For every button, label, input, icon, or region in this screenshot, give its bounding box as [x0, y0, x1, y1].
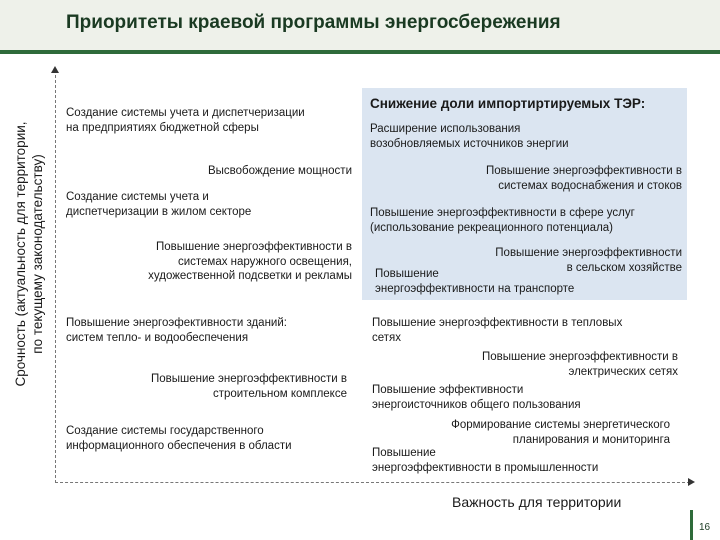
priority-item-line: энергоисточников общего пользования	[372, 398, 581, 411]
y-axis-label-line: Срочность (актуальность для территории,	[13, 121, 28, 387]
priority-item-line: Повышение эффективности	[372, 384, 524, 396]
priority-item-line: Создание системы государственного	[66, 425, 264, 437]
y-axis-label	[12, 94, 46, 414]
y-axis-arrow	[51, 66, 59, 73]
x-axis-label: Важность для территории	[452, 494, 622, 510]
footer-rule	[690, 510, 693, 540]
priority-item	[372, 316, 622, 345]
priority-item	[370, 122, 569, 151]
priority-item-line: Повышение энергоэффективности	[495, 247, 682, 259]
priority-item-line: Создание системы учета и диспетчеризации	[66, 107, 305, 119]
priority-item-line: Расширение использования	[370, 123, 521, 135]
priority-item-line: электрических сетях	[568, 365, 678, 378]
priority-item-line: энергоэффективности на транспорте	[375, 282, 575, 295]
priority-item-line: Повышение энергоэффективности в	[150, 373, 347, 385]
priority-item-line: художественной подсветки и рекламы	[148, 270, 352, 282]
y-axis-label-line: по текущему законодательству)	[30, 154, 45, 354]
priority-item	[375, 267, 574, 296]
priority-item-line: Формирование системы энергетического	[451, 419, 670, 431]
priority-item	[440, 350, 678, 379]
priority-item	[100, 240, 352, 284]
priority-item-line: Повышение энергоэффективности в тепловых	[372, 317, 623, 329]
priority-item-line: Повышение энергоэффективности в сфере услуг	[370, 207, 635, 219]
page-number: 16	[699, 522, 711, 533]
priority-item-line: Создание системы учета и	[66, 191, 209, 203]
priority-item-line: (использование рекреационного потенциала)	[370, 221, 613, 234]
priority-item-line: Повышение энергоэффективности в	[155, 241, 352, 253]
priority-item-line: Повышение энергоэффективности в	[485, 165, 682, 177]
priority-item	[66, 106, 305, 135]
priority-item-line: возобновляемых источников энергии	[370, 137, 569, 150]
priority-item-line: планирования и мониторинга	[512, 433, 670, 446]
priority-item	[370, 206, 635, 235]
priority-item-line: системах наружного освещения,	[177, 255, 352, 268]
priority-item-line: системах водоснабжения и стоков	[498, 179, 682, 192]
slide-header	[0, 0, 720, 50]
x-axis-arrow	[688, 478, 695, 486]
priority-item-line: на предприятиях бюджетной сферы	[66, 121, 259, 134]
priority-item-line: строительном комплексе	[212, 387, 347, 400]
priority-item-line: Повышение энергоэффективности в	[481, 351, 678, 363]
priority-item-line: энергоэффективности в промышленности	[372, 461, 599, 474]
priority-item-line: диспетчеризации в жилом секторе	[66, 205, 252, 218]
priority-item	[66, 424, 292, 453]
priority-item-line: Повышение	[375, 268, 439, 280]
priority-item-line: систем тепло- и водообеспечения	[66, 331, 249, 344]
y-axis	[55, 70, 57, 483]
priority-item-line: Высвобождение мощности	[207, 165, 352, 177]
slide-title: Приоритеты краевой программы энергосбережения	[66, 12, 561, 33]
priority-item	[110, 372, 347, 401]
header-rule	[0, 50, 720, 54]
priority-item-line: Повышение	[372, 447, 436, 459]
priority-item	[372, 446, 598, 475]
x-axis	[55, 482, 690, 484]
priority-item	[66, 316, 287, 345]
priority-item	[440, 164, 682, 193]
priority-item	[160, 164, 352, 179]
import-reduction-title: Снижение доли импортиртируемых ТЭР:	[370, 96, 646, 111]
priority-item-line: Повышение энергоэфективности зданий:	[66, 317, 287, 329]
priority-item-line: информационного обеспечения в области	[66, 439, 292, 452]
priority-item-line: сетях	[372, 331, 402, 344]
priority-item	[410, 418, 670, 447]
priority-item-line: в сельском хозяйстве	[566, 261, 682, 274]
priority-item	[66, 190, 251, 219]
priority-item	[372, 383, 581, 412]
